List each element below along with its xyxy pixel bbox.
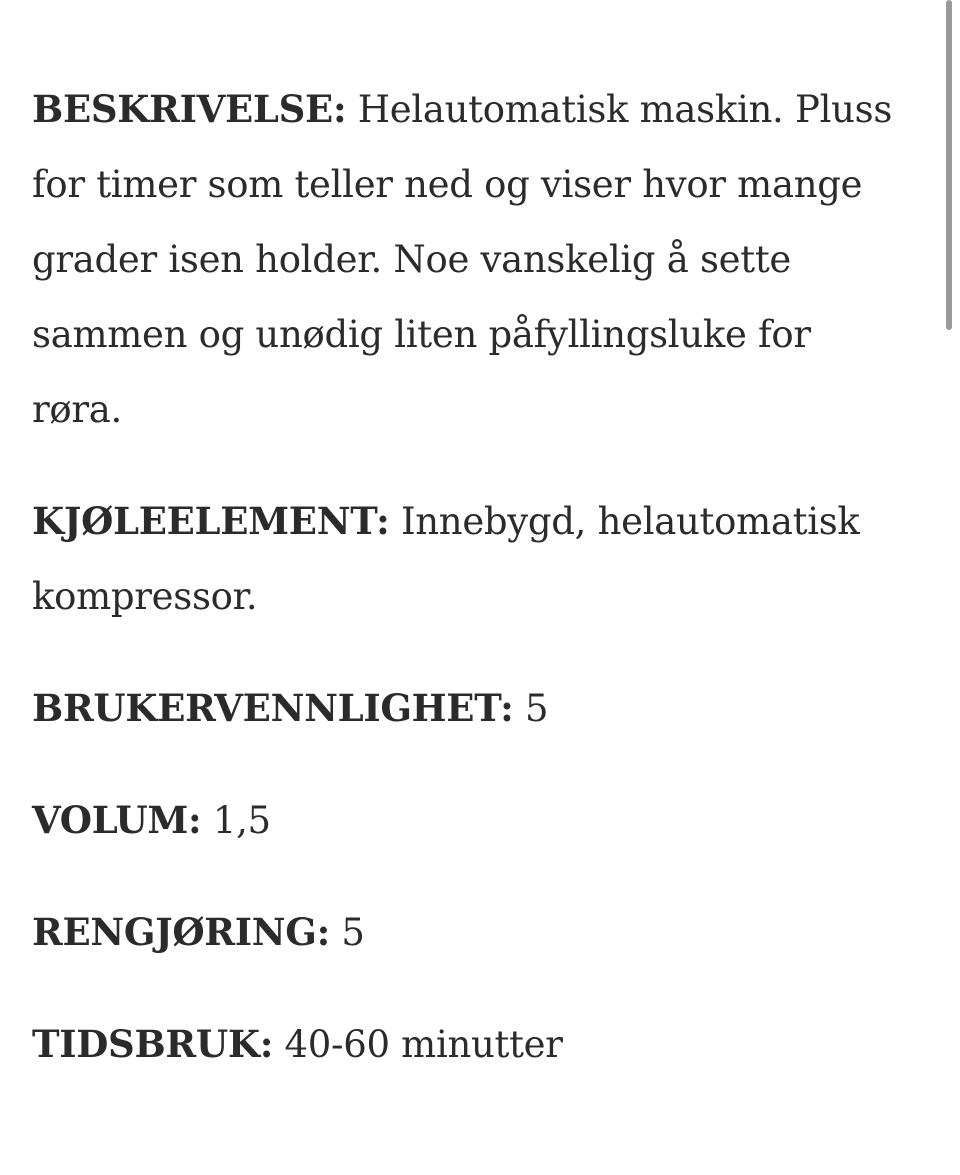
product-spec-list bbox=[32, 72, 912, 1082]
spec-brukervennlighet bbox=[32, 671, 912, 746]
spec-value: 1,5 bbox=[212, 799, 271, 842]
spec-value: 5 bbox=[341, 911, 365, 954]
spec-value: 40-60 minutter bbox=[284, 1023, 563, 1066]
spec-tidsbruk bbox=[32, 1007, 912, 1082]
spec-label: VOLUM: bbox=[32, 798, 202, 842]
spec-value: Innebygd, helautomatisk kompressor. bbox=[32, 500, 860, 618]
spec-label: RENGJØRING: bbox=[32, 910, 330, 954]
spec-label: BESKRIVELSE: bbox=[32, 87, 347, 131]
spec-beskrivelse bbox=[32, 72, 912, 447]
spec-label: BRUKERVENNLIGHET: bbox=[32, 686, 514, 730]
spec-label: KJØLEELEMENT: bbox=[32, 499, 390, 543]
spec-label: TIDSBRUK: bbox=[32, 1022, 274, 1066]
spec-kjoleelement bbox=[32, 484, 912, 634]
spec-value: 5 bbox=[524, 687, 549, 730]
spec-value: Helautomatisk maskin. Pluss for timer som teller ned og viser hvor mange grader isen holder. Noe vanskelig å sette sammen og unødig liten påfyllingsluke for røra. bbox=[32, 88, 893, 431]
spec-rengjoring bbox=[32, 895, 912, 970]
scrollbar-thumb[interactable] bbox=[946, 0, 952, 330]
spec-volum bbox=[32, 783, 912, 858]
